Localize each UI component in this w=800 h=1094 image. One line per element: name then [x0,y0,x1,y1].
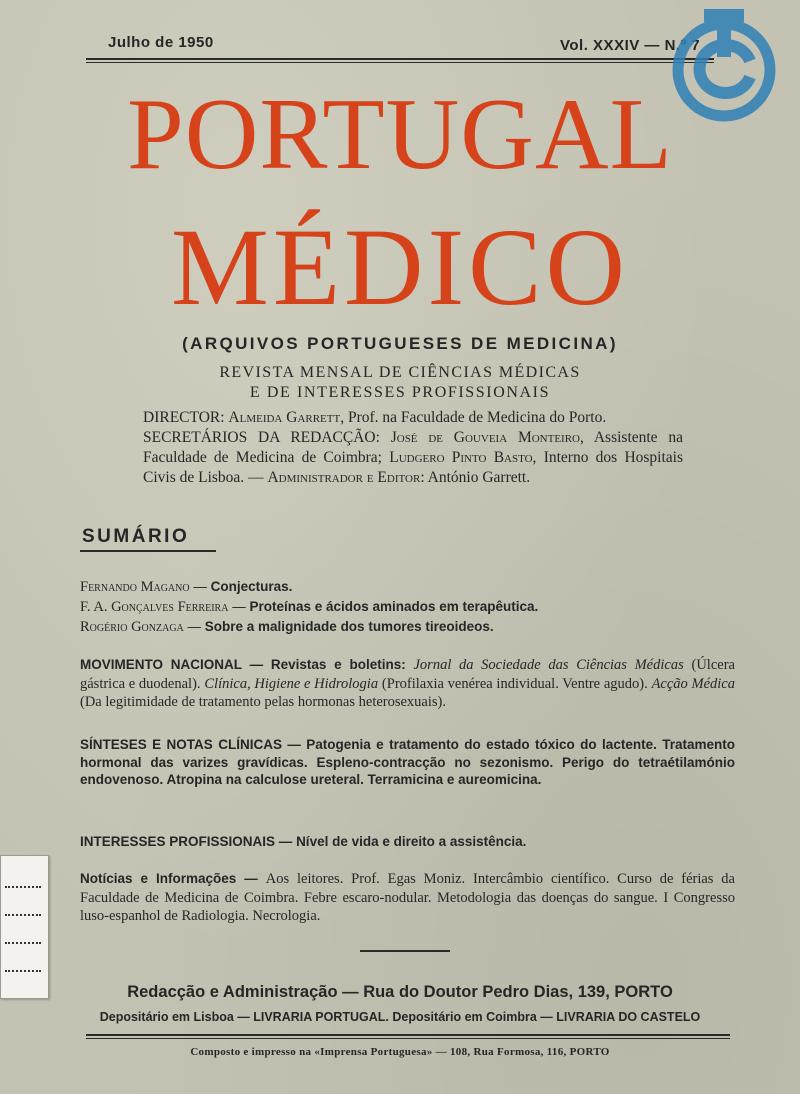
journal-2: Clínica, Higiene e Hidrologia [204,675,379,692]
section-movimento-nacional [80,656,735,712]
journal-1-topic: (Úlcera gástrica e duodenal). [80,657,735,692]
article-author: Rogério Gonzaga [80,619,184,635]
footer-rule-bottom [86,1038,730,1039]
admin-label: Administrador e Editor: [267,469,425,486]
summary-underline [80,550,216,552]
label-line [5,886,41,888]
footer-rule-top [86,1034,730,1036]
journal-3: Acção Médica [651,675,735,692]
noticias-text: Aos leitores. Prof. Egas Moniz. Intercâmbio científico. Curso de férias da Faculdade de Medicina de Coimbra. Febre escaro-nodular. Metodologia das doenças do sangue. I Congresso luso-espanhol de Radiologia. Necrologia. [80,871,735,924]
label-line [5,914,41,916]
footer-divider [360,950,450,952]
sinteses-heading: SÍNTESES E NOTAS CLÍNICAS — [80,737,301,752]
secretary2-role: Interno dos Hospitais Civis de Lisboa. — [143,449,684,486]
editorial-staff [143,408,683,488]
section-sinteses [80,736,735,789]
secretaries-label: SECRETÁRIOS DA REDACÇÃO: [143,429,380,446]
subtitle-line2: REVISTA MENSAL DE CIÊNCIAS MÉDICAS [219,364,581,381]
article-separator: — [183,619,205,634]
interesses-heading: INTERESSES PROFISSIONAIS — [80,834,293,849]
summary-heading: SUMÁRIO [82,526,190,547]
article-author: Fernando Magano [80,579,190,595]
journal-1: Jornal da Sociedade das Ciências Médicas [413,657,684,673]
secretary1-role: Assistente na Faculdade de Medicina de Coimbra; [143,429,683,466]
director-name: Almeida Garrett, [228,409,345,426]
section-noticias [80,870,735,926]
title-medico: MÉDICO [171,206,629,328]
label-line [5,970,41,972]
subtitle-archive: (ARQUIVOS PORTUGUESES DE MEDICINA) [182,334,618,353]
footer-depositaries: Depositário em Lisboa — LIVRARIA PORTUGAL. Depositário em Coimbra — LIVRARIA DO CASTELO [99,1010,701,1024]
header-rule-bottom [86,62,714,63]
issue-date: Julho de 1950 [108,34,214,51]
director-label: DIRECTOR: [143,409,225,426]
article-title: Conjecturas. [210,579,293,594]
interesses-text: Nível de vida e direito a assistência. [296,834,527,849]
library-label [0,855,49,999]
article-separator: — [189,579,211,594]
subtitle-line3: E DE INTERESSES PROFISSIONAIS [249,384,551,401]
volume-number: Vol. XXXIV — N.º 7 [560,37,701,54]
section-interesses [80,833,735,851]
title-portugal: PORTUGAL [127,78,673,191]
header-rule-top [86,58,714,60]
article-separator: — [228,599,250,614]
movimento-heading: MOVIMENTO NACIONAL — Revistas e boletins: [80,657,406,672]
director-role: Prof. na Faculdade de Medicina do Porto. [347,409,607,426]
noticias-heading: Notícias e Informações — [80,871,258,886]
admin-name: António Garrett. [427,469,531,486]
secretary2-name: Ludgero Pinto Basto, [389,449,537,466]
secretary1-name: José de Gouveia Monteiro, [390,429,584,446]
sinteses-text: Patogenia e tratamento do estado tóxico do lactente. Tratamento hormonal das varizes gravídicas. Espleno-contracção no sezonismo. Perigo do tetraétilamónio endovenoso. Atropina na calculose ureteral. Terramicina e aureomicina. [80,737,735,787]
journal-2-topic: (Profilaxia venérea individual. Ventre agudo). [381,675,648,692]
footer-printer: Composto e impresso na «Imprensa Portuguesa» — 108, Rua Formosa, 116, PORTO [190,1046,610,1058]
article-title: Proteínas e ácidos aminados em terapêutica. [249,599,539,614]
article-entry [80,578,733,597]
article-entry [80,598,733,617]
article-author: F. A. Gonçalves Ferreira [80,599,229,615]
journal-3-topic: (Da legitimidade de tratamento pelas hormonas heterosexuais). [80,694,446,710]
article-entry [80,618,733,637]
label-line [5,942,41,944]
article-title: Sobre a malignidade dos tumores tireoideos. [204,619,494,634]
footer-address: Redacção e Administração — Rua do Doutor Pedro Dias, 139, PORTO [127,983,673,1001]
